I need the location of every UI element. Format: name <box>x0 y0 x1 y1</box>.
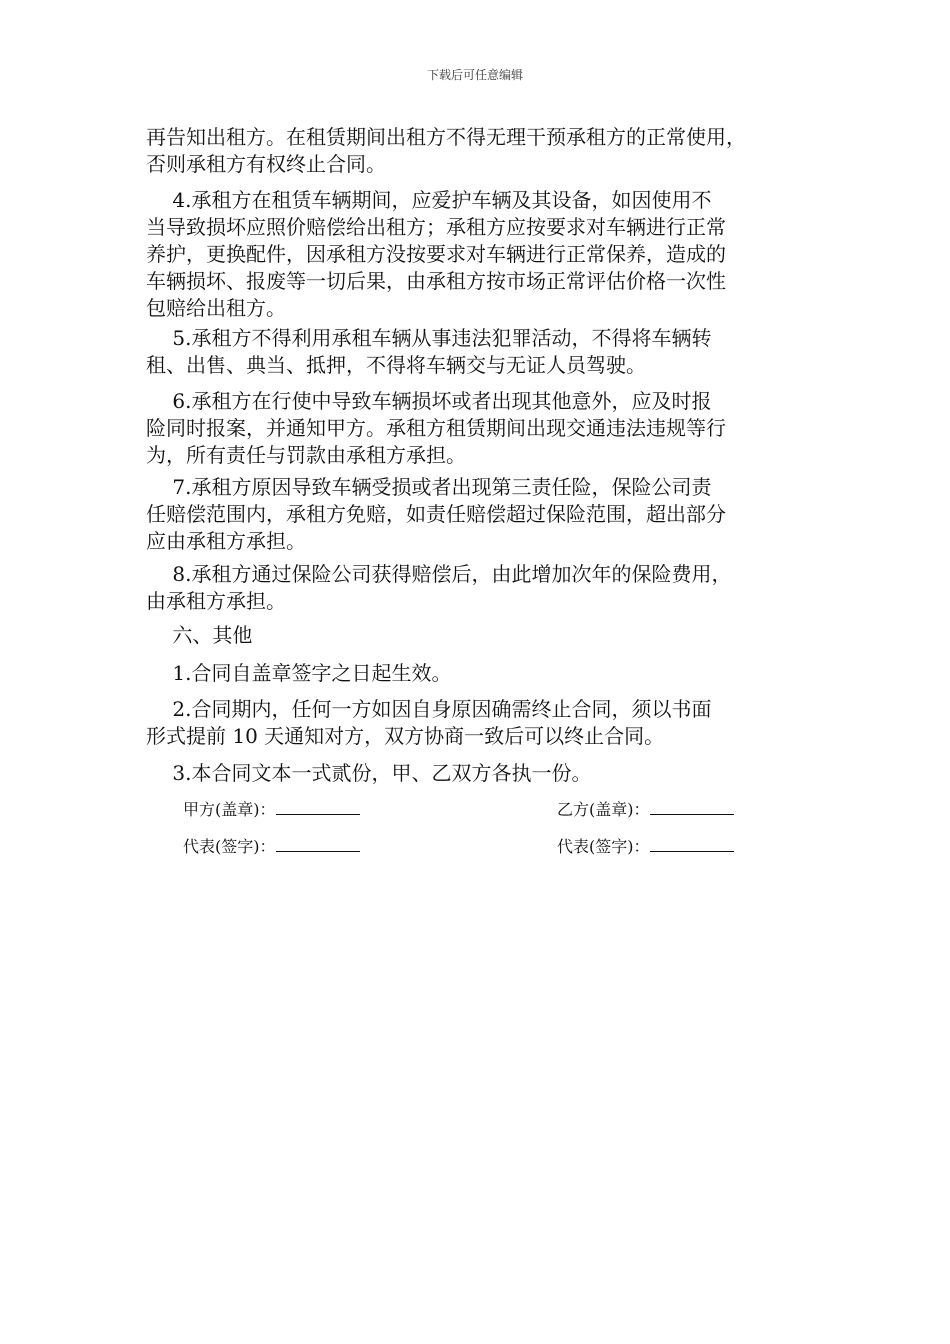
other-clause-3 <box>146 760 812 787</box>
text-line: 险同时报案，并通知甲方。承租方租赁期间出现交通违法违规等行 <box>146 416 726 440</box>
text-line: 5.承租方不得利用承租车辆从事违法犯罪活动，不得将车辆转 <box>146 326 712 350</box>
rep-a-sign-blank <box>276 837 360 852</box>
text-line: 6.承租方在行使中导致车辆损坏或者出现其他意外，应及时报 <box>146 389 712 413</box>
text-line: 应由承租方承担。 <box>146 529 306 553</box>
other-clause-1 <box>146 660 812 687</box>
rep-b-sign-field <box>557 837 734 857</box>
text-line: 3.本合同文本一式贰份，甲、乙双方各执一份。 <box>146 761 592 785</box>
section-heading-other <box>146 622 812 649</box>
text-line: 7.承租方原因导致车辆受损或者出现第三责任险，保险公司责 <box>146 475 712 499</box>
text-line: 8.承租方通过保险公司获得赔偿后，由此增加次年的保险费用， <box>146 562 732 586</box>
party-a-seal-label: 甲方(盖章)： <box>183 800 276 819</box>
clause-7 <box>146 474 812 555</box>
page-header-note: 下载后可任意编辑 <box>426 68 523 82</box>
clause-6 <box>146 388 812 469</box>
rep-a-sign-field <box>183 837 360 857</box>
paragraph-continuation <box>146 124 812 178</box>
party-b-seal-label: 乙方(盖章)： <box>557 800 650 819</box>
text-line: 1.合同自盖章签字之日起生效。 <box>146 661 452 685</box>
text-line: 六、其他 <box>146 623 253 647</box>
party-a-seal-blank <box>276 800 360 815</box>
party-b-seal-field <box>557 800 734 820</box>
text-line: 形式提前 10 天通知对方，双方协商一致后可以终止合同。 <box>146 724 665 748</box>
party-a-seal-field <box>183 800 360 820</box>
text-line: 当导致损坏应照价赔偿给出租方；承租方应按要求对车辆进行正常 <box>146 215 726 239</box>
text-line: 为，所有责任与罚款由承租方承担。 <box>146 443 466 467</box>
party-b-seal-blank <box>650 800 734 815</box>
rep-a-sign-label: 代表(签字)： <box>183 837 276 856</box>
clause-8 <box>146 561 812 615</box>
text-line: 2.合同期内，任何一方如因自身原因确需终止合同，须以书面 <box>146 697 712 721</box>
other-clause-2 <box>146 696 812 750</box>
rep-b-sign-blank <box>650 837 734 852</box>
text-line: 否则承租方有权终止合同。 <box>146 152 386 176</box>
text-line: 包赔给出租方。 <box>146 296 286 320</box>
text-line: 再告知出租方。在租赁期间出租方不得无理干预承租方的正常使用， <box>146 125 746 149</box>
text-line: 由承租方承担。 <box>146 589 286 613</box>
rep-b-sign-label: 代表(签字)： <box>557 837 650 856</box>
text-line: 任赔偿范围内，承租方免赔，如责任赔偿超过保险范围，超出部分 <box>146 502 726 526</box>
text-line: 4.承租方在租赁车辆期间，应爱护车辆及其设备，如因使用不 <box>146 188 712 212</box>
text-line: 租、出售、典当、抵押，不得将车辆交与无证人员驾驶。 <box>146 353 646 377</box>
clause-4 <box>146 187 812 322</box>
text-line: 养护，更换配件，因承租方没按要求对车辆进行正常保养，造成的 <box>146 242 726 266</box>
text-line: 车辆损坏、报废等一切后果，由承租方按市场正常评估价格一次性 <box>146 269 726 293</box>
clause-5 <box>146 325 812 379</box>
